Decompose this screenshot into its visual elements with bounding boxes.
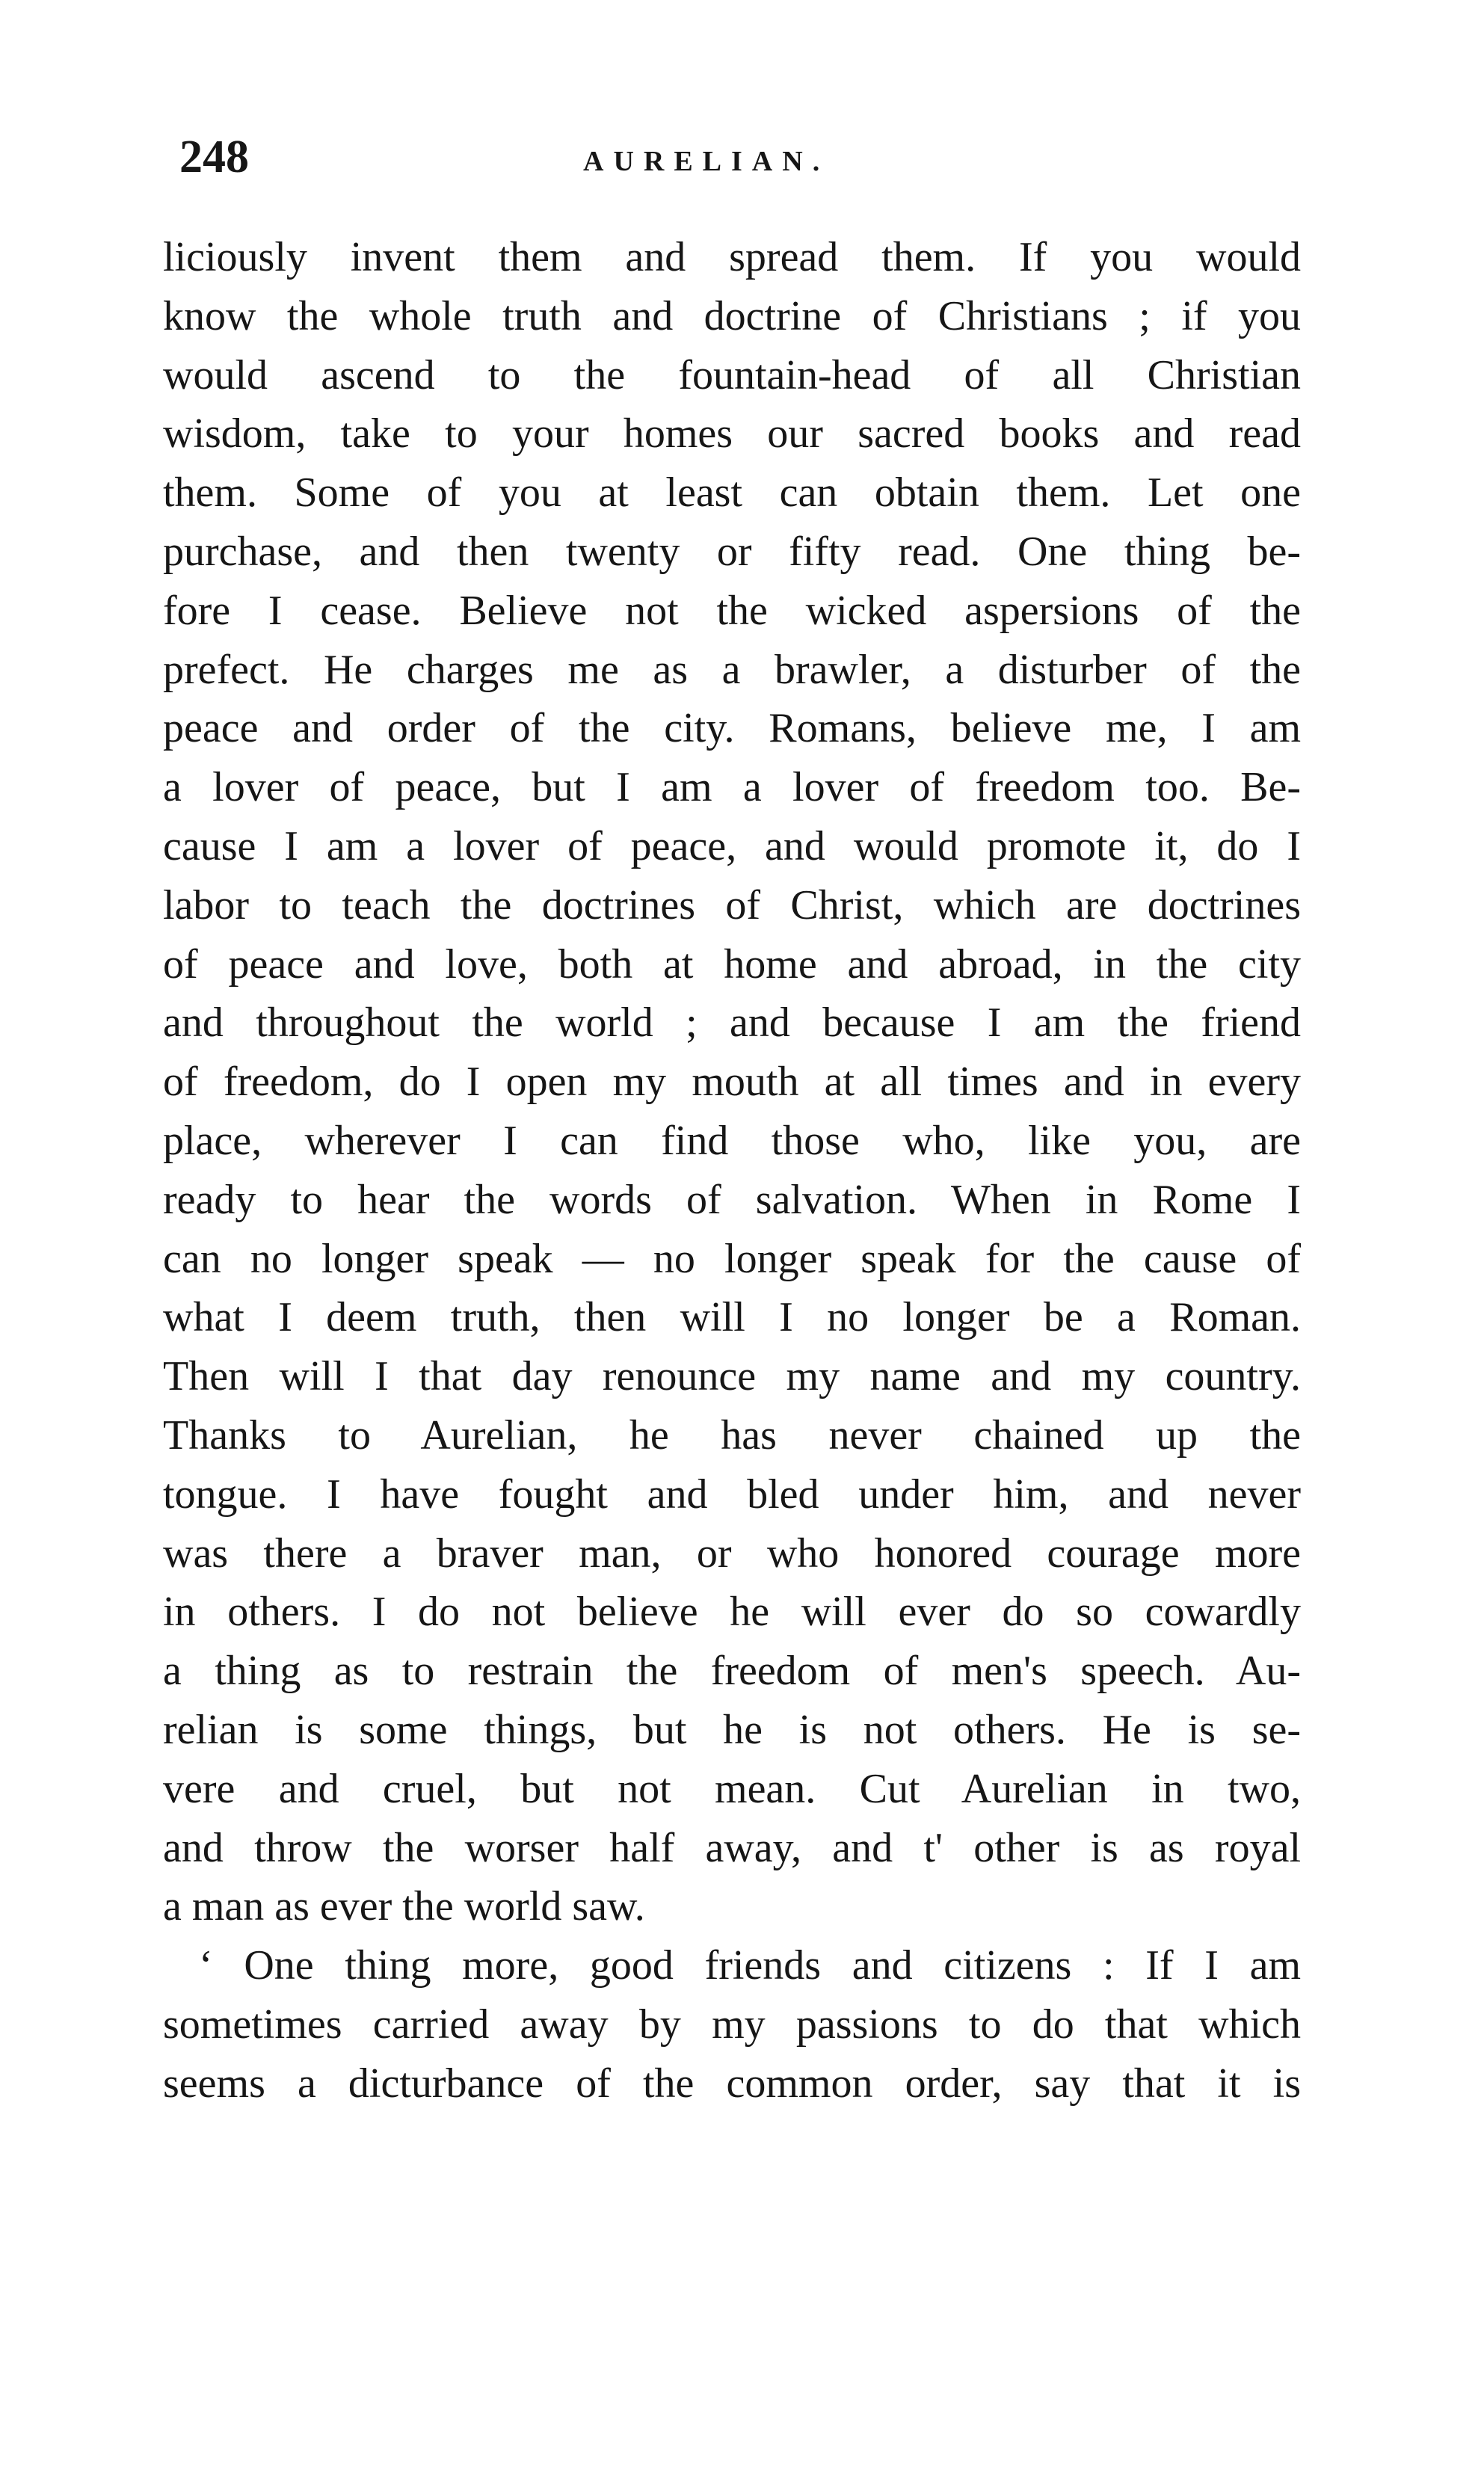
text-line: them. Some of you at least can obtain them. Let one (163, 469, 1301, 517)
text-line: place, wherever I can find those who, like you, are (163, 1117, 1301, 1164)
text-line: labor to teach the doctrines of Christ, which are doctrines (163, 881, 1301, 929)
text-line: relian is some things, but he is not others. He is se- (163, 1706, 1301, 1753)
page-number: 248 (179, 132, 249, 182)
text-line: can no longer speak — no longer speak for the cause of (163, 1235, 1301, 1282)
text-line: know the whole truth and doctrine of Christians ; if you (163, 292, 1301, 339)
text-line: Then will I that day renounce my name and my country. (163, 1353, 1301, 1400)
text-line: sometimes carried away by my passions to do that which (163, 2001, 1301, 2048)
text-line: a lover of peace, but I am a lover of freedom too. Be- (163, 764, 1301, 811)
text-line: was there a braver man, or who honored courage more (163, 1530, 1301, 1577)
page-header (179, 127, 1316, 187)
text-line: in others. I do not believe he will ever do so cowardly (163, 1589, 1301, 1636)
text-line: of freedom, do I open my mouth at all times and in every (163, 1059, 1301, 1106)
text-line: vere and cruel, but not mean. Cut Aurelian in two, (163, 1765, 1301, 1812)
text-line: what I deem truth, then will I no longer be a Roman. (163, 1294, 1301, 1341)
text-line: of peace and love, both at home and abroad, in the city (163, 940, 1301, 988)
text-line: cause I am a lover of peace, and would promote it, do I (163, 822, 1301, 869)
text-line: wisdom, take to your homes our sacred books and read (163, 410, 1301, 458)
text-line: and throughout the world ; and because I am the friend (163, 1000, 1301, 1047)
text-line: purchase, and then twenty or fifty read. One thing be- (163, 528, 1301, 575)
text-line: liciously invent them and spread them. If you would (163, 234, 1301, 280)
text-line: would ascend to the fountain-head of all Christian (163, 351, 1301, 398)
running-title: AURELIAN. (583, 146, 830, 177)
paragraph-end-line: a man as ever the world saw. (163, 1883, 645, 1930)
text-line: Thanks to Aurelian, he has never chained up the (163, 1411, 1301, 1459)
paragraph-start-line: ‘ One thing more, good friends and citizens : If I am (199, 1942, 1301, 1989)
text-line: peace and order of the city. Romans, believe me, I am (163, 705, 1301, 752)
text-line: a thing as to restrain the freedom of men's speech. Au- (163, 1648, 1301, 1695)
text-line: tongue. I have fought and bled under him, and never (163, 1471, 1301, 1518)
text-line: seems a dicturbance of the common order, say that it is (163, 2060, 1301, 2107)
text-line: fore I cease. Believe not the wicked aspersions of the (163, 587, 1301, 634)
text-line: prefect. He charges me as a brawler, a disturber of the (163, 646, 1301, 693)
text-line: and throw the worser half away, and t' other is as royal (163, 1824, 1301, 1871)
body-text (163, 228, 1301, 2113)
text-line: ready to hear the words of salvation. When in Rome I (163, 1176, 1301, 1223)
